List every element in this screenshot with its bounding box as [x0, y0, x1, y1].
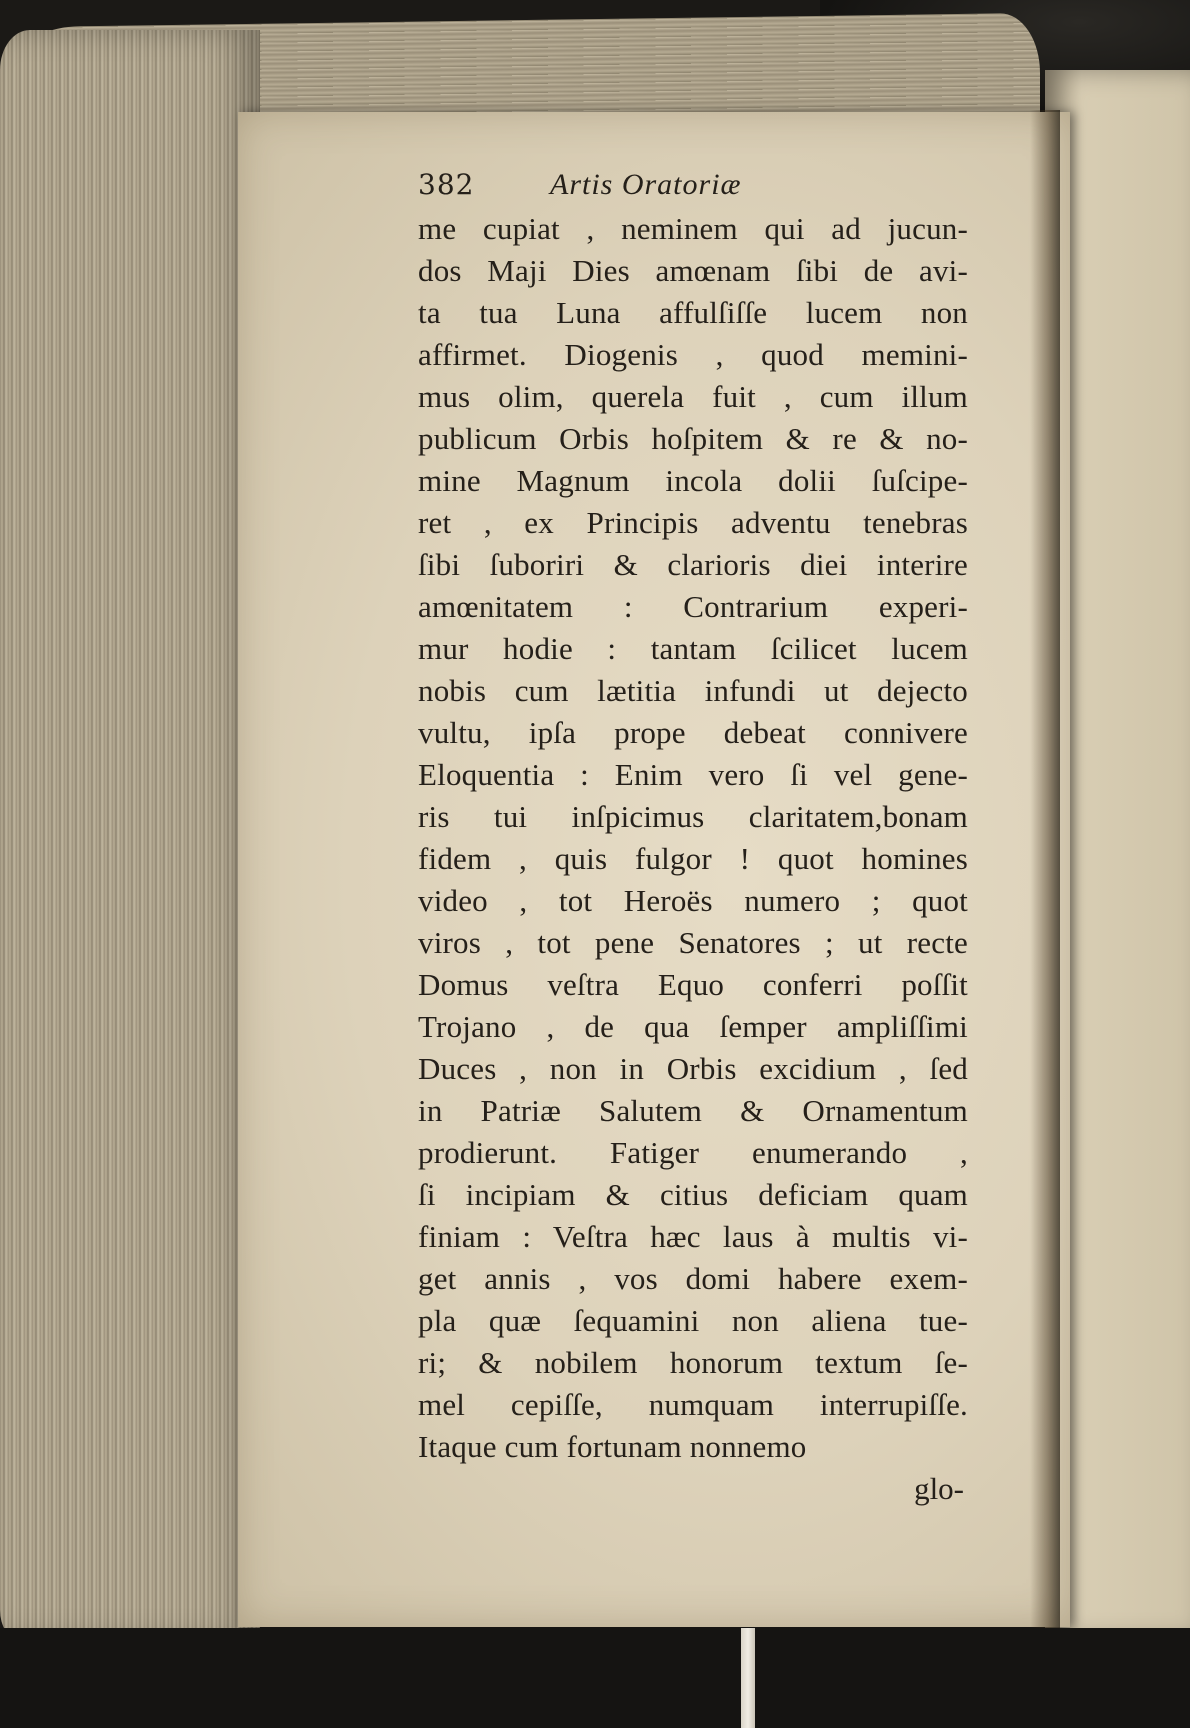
text-line: prodierunt. Fatiger enumerando , — [418, 1135, 968, 1170]
bookmark-ribbon — [741, 1628, 755, 1728]
text-line: mus olim, querela fuit , cum illum — [418, 379, 968, 414]
background-surface — [0, 1628, 1190, 1728]
text-line: video , tot Heroës numero ; quot — [418, 883, 968, 918]
text-line: in Patriæ Salutem & Ornamentum — [418, 1093, 968, 1128]
text-line: dos Maji Dies amœnam ſibi de avi- — [418, 253, 968, 288]
page-gutter-shadow — [1030, 110, 1060, 1630]
text-line: ris tui inſpicimus claritatem,bonam — [418, 799, 968, 834]
text-line: Trojano , de qua ſemper ampliſſimi — [418, 1009, 968, 1044]
text-line: ret , ex Principis adventu tenebras — [418, 505, 968, 540]
page-text-block — [418, 168, 968, 1510]
text-line: me cupiat , neminem qui ad jucun- — [418, 211, 968, 246]
text-line: fidem , quis fulgor ! quot homines — [418, 841, 968, 876]
text-line: Domus veſtra Equo conferri poſſit — [418, 967, 968, 1002]
running-title: Artis Oratoriæ — [550, 168, 742, 201]
text-line: vultu, ipſa prope debeat connivere — [418, 715, 968, 750]
text-line: ſi incipiam & citius deficiam quam — [418, 1177, 968, 1212]
page-edges-fore — [0, 30, 260, 1640]
text-line: publicum Orbis hoſpitem & re & no- — [418, 421, 968, 456]
text-line: mur hodie : tantam ſcilicet lucem — [418, 631, 968, 666]
text-line: Itaque cum fortunam nonnemo — [418, 1429, 807, 1464]
text-line: ſibi ſuboriri & clarioris diei interire — [418, 547, 968, 582]
text-line: amœnitatem : Contrarium experi- — [418, 589, 968, 624]
text-line: pla quæ ſequamini non aliena tue- — [418, 1303, 968, 1338]
catchword: glo- — [914, 1471, 964, 1506]
page-number: 382 — [418, 168, 475, 201]
text-line: affirmet. Diogenis , quod memini- — [418, 337, 968, 372]
text-line: ta tua Luna affulſiſſe lucem non — [418, 295, 968, 330]
text-line: ri; & nobilem honorum textum ſe- — [418, 1345, 968, 1380]
text-line: Duces , non in Orbis excidium , ſed — [418, 1051, 968, 1086]
text-line: nobis cum lætitia infundi ut dejecto — [418, 673, 968, 708]
text-line: finiam : Veſtra hæc laus à multis vi- — [418, 1219, 968, 1254]
text-line: Eloquentia : Enim vero ſi vel gene- — [418, 757, 968, 792]
text-line: mine Magnum incola dolii ſuſcipe- — [418, 463, 968, 498]
text-line: mel cepiſſe, numquam interrupiſſe. — [418, 1387, 968, 1422]
page-header — [418, 168, 968, 208]
text-line: viros , tot pene Senatores ; ut recte — [418, 925, 968, 960]
text-line: get annis , vos domi habere exem- — [418, 1261, 968, 1296]
body-text — [418, 208, 968, 1468]
